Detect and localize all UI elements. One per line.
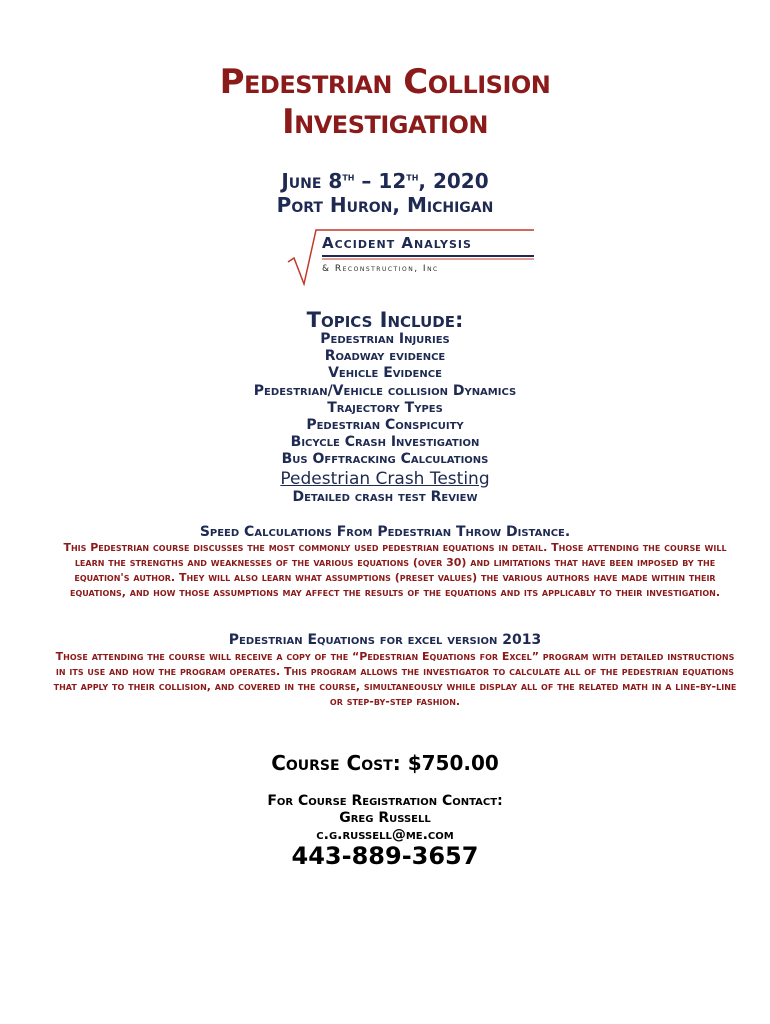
topic-item: Detailed crash test Review <box>292 488 478 505</box>
course-dates <box>0 169 770 193</box>
topic-item: Vehicle Evidence <box>328 365 442 382</box>
section-body-excel: Those attending the course will receive a copy of the “Pedestrian Equations for Excel” program with detailed instructions in its use and how the program operates. This program allows the investigator to calculate all of the pedestrian equations that apply to their collision, and covered in the course, simultaneously while display all of the related math in a line-by-line or step-by-step fashion. <box>53 650 737 708</box>
contact-name: Greg Russell <box>339 810 431 826</box>
page-title <box>0 62 770 142</box>
end-suffix: th <box>406 170 419 184</box>
logo-company-subtitle: & Reconstruction, Inc <box>322 264 439 274</box>
section-body-throw-distance: This Pedestrian course discusses the most commonly used pedestrian equations in detail. Those attending the course will learn the strengths and weaknesses of the various equations (over 30) and limitations that have been imposed by the equation's author. They will also learn what assumptions (preset values) the various authors have made within their equations, and how those assumptions may affect the results of the equations and its applicably to their investigation. <box>63 541 727 599</box>
year: , 2020 <box>418 169 489 193</box>
topic-item: Roadway evidence <box>324 348 446 365</box>
company-logo <box>286 226 536 286</box>
topic-item: Bus Offtracking Calculations <box>281 451 489 468</box>
contact-label: For Course Registration Contact: <box>267 793 503 809</box>
logo-company-name: Accident Analysis <box>322 234 472 252</box>
section-heading-excel: Pedestrian Equations for excel version 2013 <box>228 632 542 648</box>
date-dash: – <box>354 169 379 193</box>
start-day: June 8 <box>281 169 343 193</box>
topic-item: Pedestrian Conspicuity <box>306 417 464 434</box>
topics-list <box>0 331 770 506</box>
topic-item: Pedestrian Injuries <box>320 331 450 347</box>
course-cost: Course Cost: $750.00 <box>271 751 499 775</box>
contact-email[interactable]: c.g.russell@me.com <box>316 827 454 843</box>
start-suffix: th <box>342 170 355 184</box>
end-day: 12 <box>378 169 407 193</box>
section-heading-throw-distance: Speed Calculations From Pedestrian Throw Distance. <box>199 524 571 540</box>
topic-item: Trajectory Types <box>327 399 443 416</box>
course-location: Port Huron, Michigan <box>276 193 494 217</box>
contact-phone[interactable]: 443-889-3657 <box>291 842 479 870</box>
title-line-1: Pedestrian Collision <box>219 62 551 102</box>
topic-item-crash-testing: Pedestrian Crash Testing <box>280 468 490 489</box>
topics-heading: Topics Include: <box>306 308 464 332</box>
topic-item: Bicycle Crash Investigation <box>290 434 480 451</box>
topic-item: Pedestrian/Vehicle collision Dynamics <box>253 382 517 399</box>
title-line-2: Investigation <box>282 102 488 142</box>
